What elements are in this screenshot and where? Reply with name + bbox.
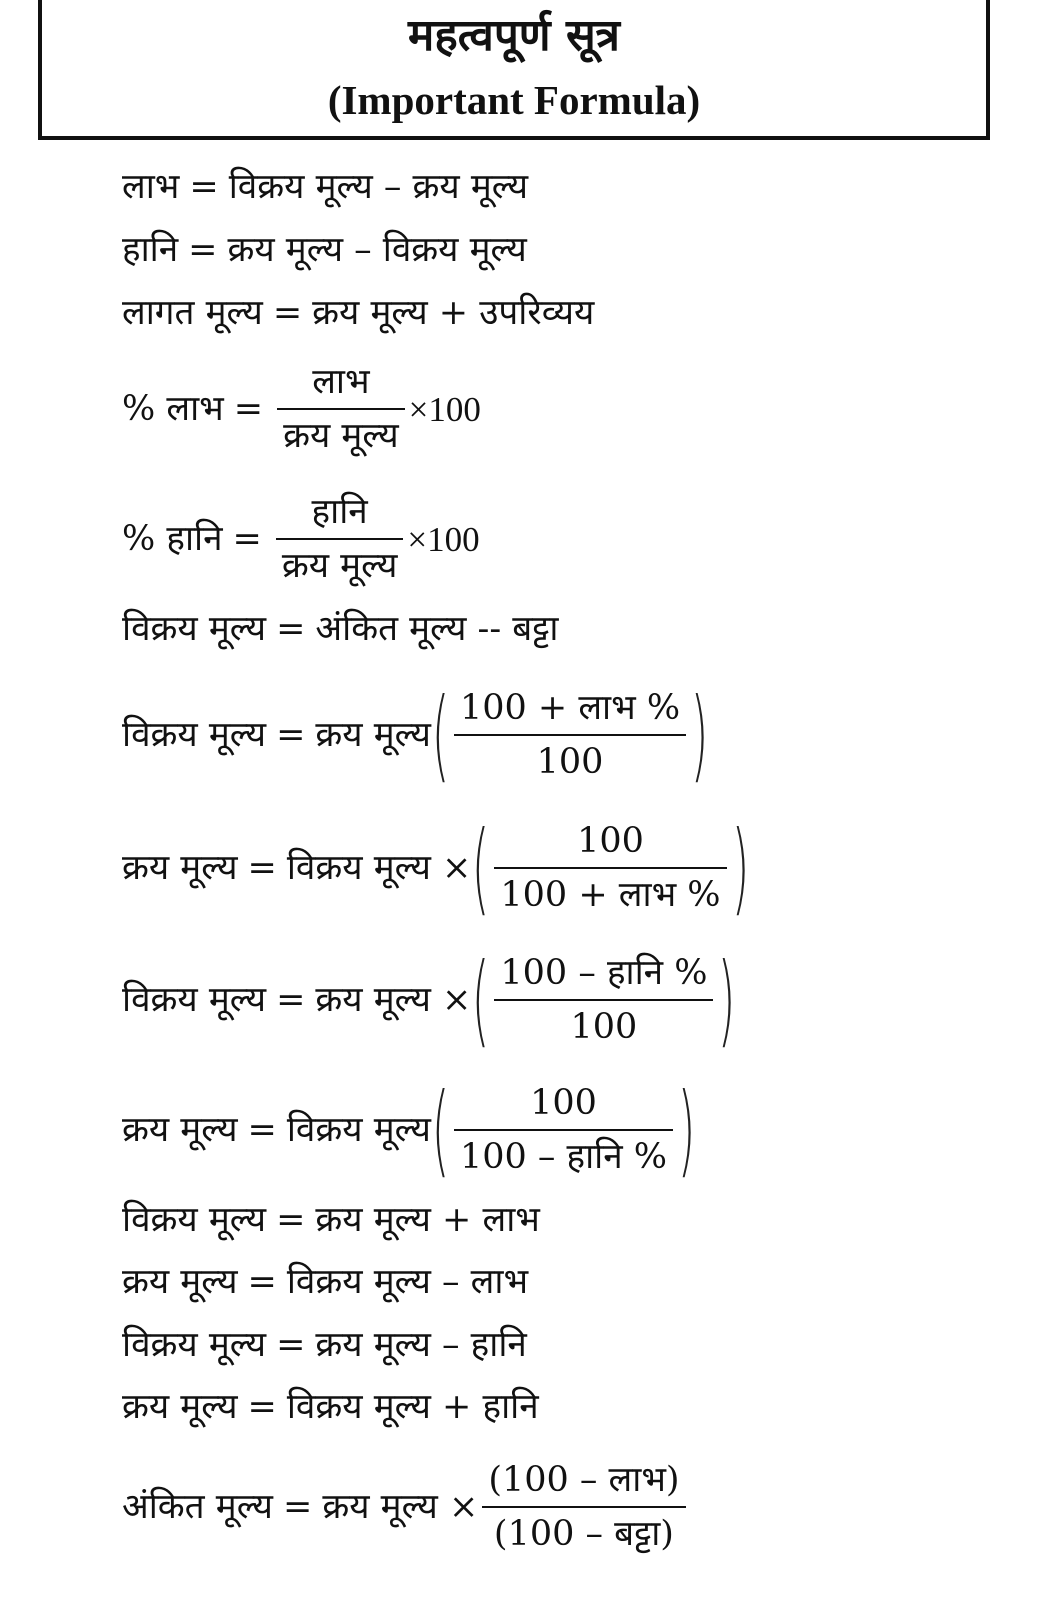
numerator: लाभ [312, 362, 370, 402]
formula-lhs: % हानि [122, 518, 223, 559]
equals-sign: = [247, 1387, 277, 1427]
formula-lhs: विक्रय मूल्य [122, 1200, 267, 1240]
numerator: 100 + लाभ % [459, 687, 681, 728]
equals-sign: = [283, 1486, 313, 1527]
fraction-bar [494, 999, 713, 1001]
formula-mid: विक्रय मूल्य [286, 1109, 431, 1150]
formula-rhs: विक्रय मूल्य – लाभ [286, 1262, 529, 1302]
formula-lhs: % लाभ [122, 388, 224, 429]
formula-rhs: क्रय मूल्य – हानि [315, 1325, 527, 1365]
formula-lhs: विक्रय मूल्य [122, 979, 267, 1020]
fraction [276, 492, 404, 587]
fraction [494, 953, 713, 1048]
formula-lhs: क्रय मूल्य [122, 1109, 238, 1150]
numerator: 100 [530, 1082, 597, 1123]
formula-lhs: लागत मूल्य [122, 293, 263, 333]
right-parenthesis: ) [731, 809, 749, 926]
equals-sign: = [276, 714, 306, 755]
equals-sign: = [247, 1109, 277, 1150]
fraction [454, 1083, 673, 1178]
equals-sign: = [247, 1262, 277, 1302]
equals-sign: = [276, 979, 306, 1020]
multiplier: ×100 [408, 389, 481, 429]
formula-mid: क्रय मूल्य [315, 714, 431, 755]
title-hindi: महत्वपूर्ण सूत्र [408, 10, 620, 61]
denominator: क्रय मूल्य [281, 546, 398, 587]
title-english: (Important Formula) [327, 77, 701, 123]
right-parenthesis: ) [677, 1071, 696, 1188]
left-parenthesis: ( [472, 941, 490, 1058]
right-parenthesis: ) [690, 676, 709, 793]
equals-sign: = [188, 230, 218, 270]
equals-sign: = [276, 609, 306, 649]
fraction [482, 1460, 685, 1555]
equals-sign: = [272, 293, 303, 333]
formula-rhs: क्रय मूल्य + लाभ [315, 1200, 540, 1240]
numerator: हानि [311, 492, 368, 532]
denominator: क्रय मूल्य [283, 416, 399, 457]
equals-sign: = [189, 167, 219, 207]
formula-lhs: लाभ [122, 167, 180, 207]
formula-lhs: विक्रय मूल्य [122, 714, 267, 755]
formula-lhs: क्रय मूल्य [122, 1262, 238, 1302]
formula-mid: क्रय मूल्य × [322, 1486, 479, 1527]
left-parenthesis: ( [431, 676, 450, 793]
numerator: (100 – लाभ) [488, 1460, 680, 1500]
formula-lhs: हानि [122, 230, 179, 270]
equals-sign: = [247, 847, 277, 888]
formula-mid: विक्रय मूल्य × [286, 847, 472, 888]
denominator: (100 – बट्टा) [493, 1514, 674, 1555]
equals-sign: = [232, 518, 262, 559]
equals-sign: = [276, 1325, 306, 1365]
fraction [494, 821, 726, 916]
right-parenthesis: ) [718, 941, 736, 1058]
equals-sign: = [233, 388, 264, 429]
title-box [38, 0, 990, 140]
formula-rhs: क्रय मूल्य – विक्रय मूल्य [227, 230, 527, 270]
fraction [277, 362, 405, 457]
numerator: 100 [577, 820, 644, 861]
formula-mid: क्रय मूल्य × [315, 979, 472, 1020]
denominator: 100 + लाभ % [500, 875, 721, 915]
fraction [454, 688, 686, 783]
numerator: 100 – हानि % [500, 952, 708, 993]
formula-lhs: विक्रय मूल्य [122, 609, 267, 649]
formula-rhs: अंकित मूल्य -- बट्टा [315, 609, 559, 649]
fraction-bar [454, 734, 686, 736]
fraction-bar [277, 408, 405, 410]
formula-rhs: विक्रय मूल्य + हानि [286, 1387, 539, 1427]
fraction-bar [454, 1129, 673, 1131]
formula-lhs: विक्रय मूल्य [122, 1325, 267, 1365]
formula-rhs: विक्रय मूल्य – क्रय मूल्य [228, 167, 529, 207]
left-parenthesis: ( [472, 809, 490, 926]
equals-sign: = [276, 1200, 306, 1240]
formula-lhs: क्रय मूल्य [122, 847, 238, 888]
left-parenthesis: ( [431, 1071, 450, 1188]
formula-lhs: क्रय मूल्य [122, 1387, 238, 1427]
denominator: 100 [570, 1007, 638, 1047]
formula-lhs: अंकित मूल्य [122, 1486, 273, 1527]
denominator: 100 [536, 742, 604, 782]
multiplier: ×100 [407, 519, 480, 559]
denominator: 100 – हानि % [459, 1137, 668, 1177]
fraction-bar [494, 867, 726, 869]
formula-rhs: क्रय मूल्य + उपरिव्यय [312, 293, 595, 333]
fraction-bar [276, 538, 404, 540]
fraction-bar [482, 1506, 685, 1508]
